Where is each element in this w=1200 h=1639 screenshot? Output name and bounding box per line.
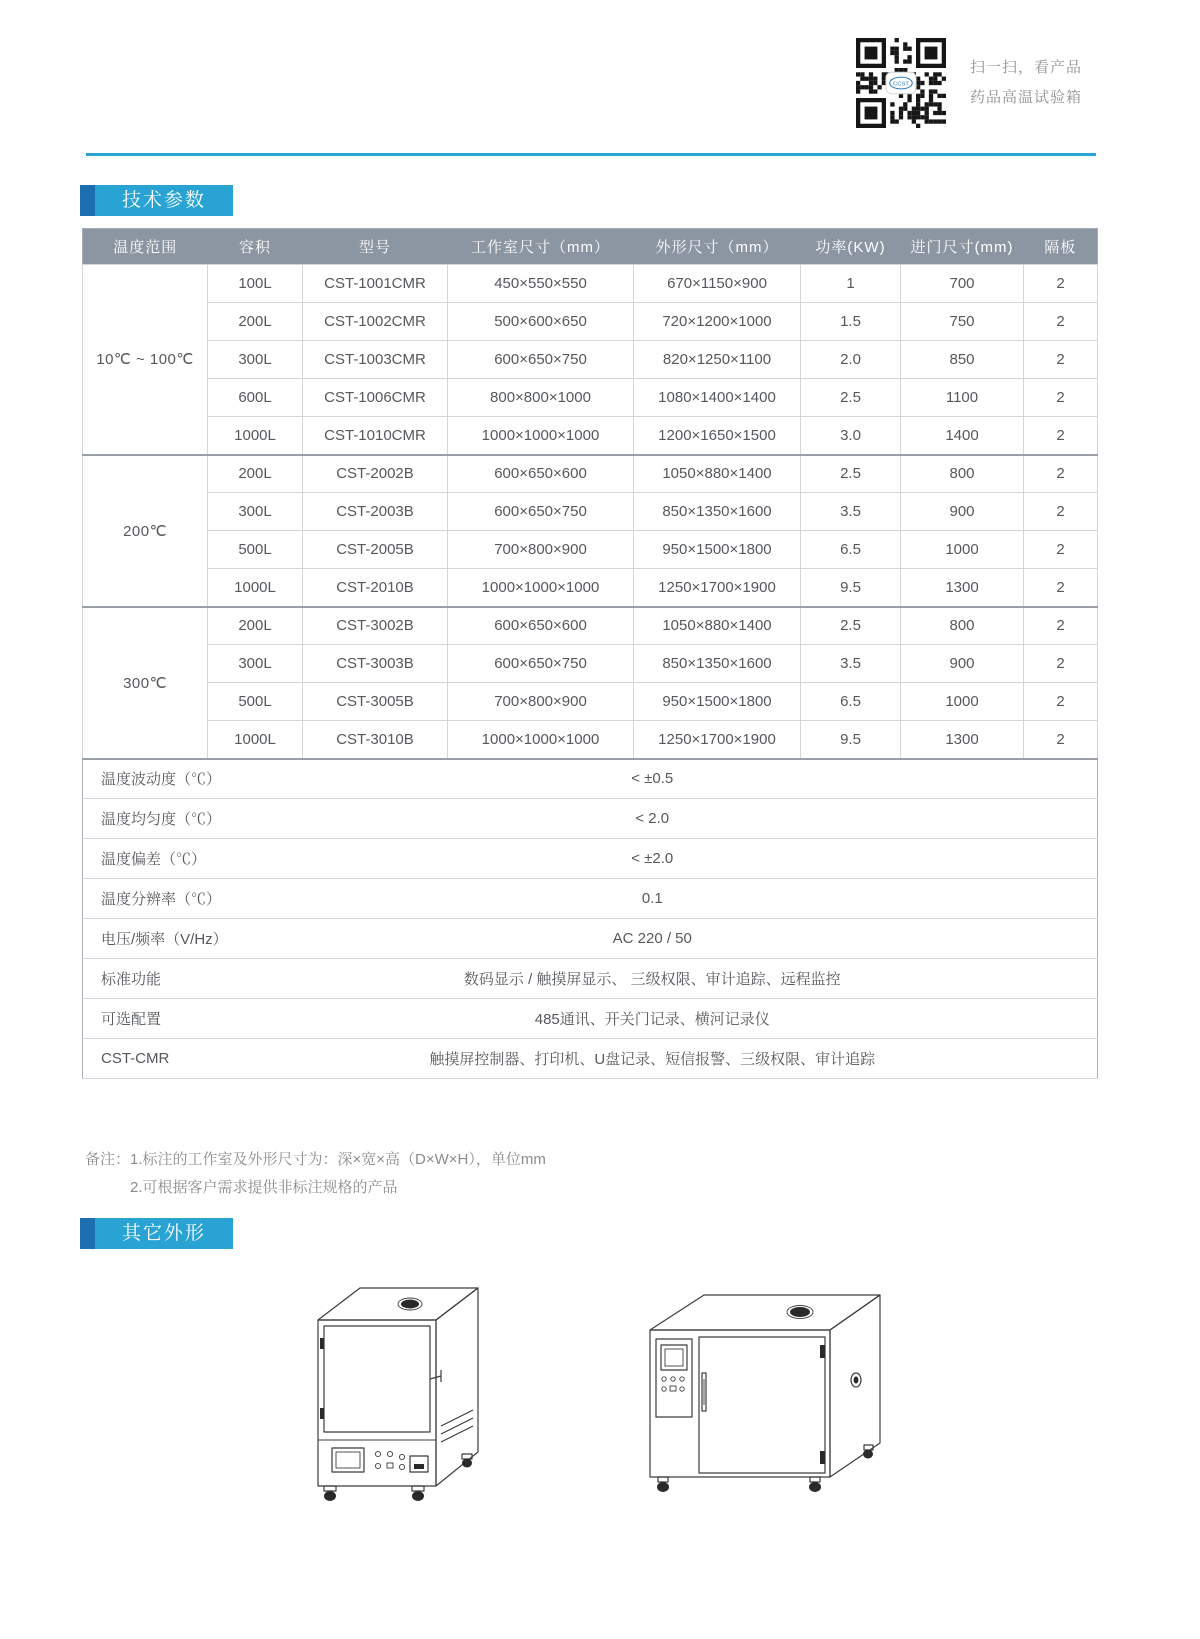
value-cell: 500×600×650 <box>448 303 634 341</box>
spec-row <box>83 839 1098 879</box>
qr-caption-line1: 扫一扫，看产品 <box>970 59 1083 76</box>
note-line: 1.标注的工作室及外形尺寸为：深×宽×高（D×W×H），单位mm <box>130 1151 546 1168</box>
value-cell: CST-3005B <box>303 683 448 721</box>
value-cell: 1000 <box>901 683 1024 721</box>
temp-range-cell: 10℃ ~ 100℃ <box>83 265 208 455</box>
value-cell: 2 <box>1024 417 1098 455</box>
qr-caption-line2: 药品高温试验箱 <box>970 89 1083 106</box>
section-header-accent-block <box>80 185 95 216</box>
spec-row <box>83 759 1098 799</box>
value-cell: 1250×1700×1900 <box>634 721 801 759</box>
value-cell: 1050×880×1400 <box>634 455 801 493</box>
svg-text:CCST: CCST <box>893 81 909 88</box>
value-cell: 1000×1000×1000 <box>448 569 634 607</box>
value-cell: 800×800×1000 <box>448 379 634 417</box>
notes-prefix: 备注： <box>85 1151 131 1168</box>
value-cell: 950×1500×1800 <box>634 683 801 721</box>
value-cell: 2.5 <box>801 379 901 417</box>
value-cell: 1000×1000×1000 <box>448 417 634 455</box>
value-cell: 2 <box>1024 303 1098 341</box>
value-cell: 750 <box>901 303 1024 341</box>
value-cell: 2 <box>1024 455 1098 493</box>
value-cell: 450×550×550 <box>448 265 634 303</box>
column-header: 功率(KW) <box>801 229 901 265</box>
specs-table <box>82 228 1098 1079</box>
spec-value-cell: < ±2.0 <box>208 839 1098 879</box>
model-row <box>83 303 1098 341</box>
value-cell: 1250×1700×1900 <box>634 569 801 607</box>
model-row <box>83 265 1098 303</box>
value-cell: 500L <box>208 531 303 569</box>
spec-row <box>83 919 1098 959</box>
column-header: 温度范围 <box>83 229 208 265</box>
qr-code <box>856 38 946 128</box>
value-cell: CST-1002CMR <box>303 303 448 341</box>
value-cell: 2 <box>1024 645 1098 683</box>
value-cell: CST-1010CMR <box>303 417 448 455</box>
column-header: 工作室尺寸（mm） <box>448 229 634 265</box>
value-cell: 2 <box>1024 607 1098 645</box>
spec-label-cell: CST-CMR <box>83 1039 208 1079</box>
vertical-chamber-drawing <box>308 1258 486 1502</box>
note-line: 2.可根据客户需求提供非标注规格的产品 <box>130 1179 398 1196</box>
value-cell: 300L <box>208 341 303 379</box>
spec-row <box>83 999 1098 1039</box>
value-cell: 1300 <box>901 721 1024 759</box>
value-cell: 900 <box>901 493 1024 531</box>
value-cell: 670×1150×900 <box>634 265 801 303</box>
value-cell: 300L <box>208 645 303 683</box>
spec-value-cell: AC 220 / 50 <box>208 919 1098 959</box>
value-cell: 800 <box>901 607 1024 645</box>
value-cell: CST-3002B <box>303 607 448 645</box>
temp-range-cell: 300℃ <box>83 607 208 759</box>
value-cell: 9.5 <box>801 569 901 607</box>
value-cell: 900 <box>901 645 1024 683</box>
value-cell: 1.5 <box>801 303 901 341</box>
section-title: 技术参数 <box>95 185 233 216</box>
value-cell: 200L <box>208 303 303 341</box>
value-cell: 1000L <box>208 721 303 759</box>
value-cell: 1050×880×1400 <box>634 607 801 645</box>
specs-table-wrap <box>82 228 1098 1079</box>
value-cell: CST-2005B <box>303 531 448 569</box>
value-cell: 1000L <box>208 569 303 607</box>
spec-label-cell: 温度均匀度（℃） <box>83 799 208 839</box>
model-row <box>83 531 1098 569</box>
spec-row <box>83 959 1098 999</box>
column-header: 进门尺寸(mm) <box>901 229 1024 265</box>
spec-row <box>83 1039 1098 1079</box>
spec-value-cell: 数码显示 / 触摸屏显示、 三级权限、审计追踪、远程监控 <box>208 959 1098 999</box>
value-cell: 100L <box>208 265 303 303</box>
section-header-specs <box>80 185 233 216</box>
notes-block <box>85 1146 546 1202</box>
value-cell: 2 <box>1024 379 1098 417</box>
value-cell: 3.0 <box>801 417 901 455</box>
spec-label-cell: 温度波动度（℃） <box>83 759 208 799</box>
value-cell: 200L <box>208 607 303 645</box>
value-cell: 700×800×900 <box>448 683 634 721</box>
value-cell: CST-3010B <box>303 721 448 759</box>
value-cell: 2 <box>1024 531 1098 569</box>
model-row <box>83 645 1098 683</box>
value-cell: 1000 <box>901 531 1024 569</box>
value-cell: 1080×1400×1400 <box>634 379 801 417</box>
spec-row <box>83 799 1098 839</box>
value-cell: 2.5 <box>801 455 901 493</box>
value-cell: 600×650×750 <box>448 645 634 683</box>
value-cell: 2 <box>1024 493 1098 531</box>
temp-range-cell: 200℃ <box>83 455 208 607</box>
model-row <box>83 569 1098 607</box>
value-cell: 700 <box>901 265 1024 303</box>
qr-captions <box>970 53 1082 113</box>
value-cell: 600×650×750 <box>448 341 634 379</box>
value-cell: 1100 <box>901 379 1024 417</box>
value-cell: 1000×1000×1000 <box>448 721 634 759</box>
value-cell: 1400 <box>901 417 1024 455</box>
value-cell: 850 <box>901 341 1024 379</box>
value-cell: 3.5 <box>801 645 901 683</box>
model-row <box>83 607 1098 645</box>
value-cell: 950×1500×1800 <box>634 531 801 569</box>
column-header: 隔板 <box>1024 229 1098 265</box>
spec-value-cell: < ±0.5 <box>208 759 1098 799</box>
value-cell: 720×1200×1000 <box>634 303 801 341</box>
section-title: 其它外形 <box>95 1218 233 1249</box>
value-cell: 500L <box>208 683 303 721</box>
model-row <box>83 379 1098 417</box>
value-cell: 300L <box>208 493 303 531</box>
value-cell: CST-1003CMR <box>303 341 448 379</box>
value-cell: 2.0 <box>801 341 901 379</box>
value-cell: 9.5 <box>801 721 901 759</box>
spec-label-cell: 温度偏差（℃） <box>83 839 208 879</box>
value-cell: 2 <box>1024 683 1098 721</box>
value-cell: 2 <box>1024 265 1098 303</box>
spec-value-cell: < 2.0 <box>208 799 1098 839</box>
value-cell: 2.5 <box>801 607 901 645</box>
benchtop-chamber-drawing <box>642 1255 887 1499</box>
spec-value-cell: 触摸屏控制器、打印机、U盘记录、短信报警、三级权限、审计追踪 <box>208 1039 1098 1079</box>
value-cell: 1000L <box>208 417 303 455</box>
value-cell: 850×1350×1600 <box>634 645 801 683</box>
value-cell: 600×650×600 <box>448 455 634 493</box>
top-divider-rule <box>86 153 1096 156</box>
spec-value-cell: 485通讯、开关门记录、横河记录仪 <box>208 999 1098 1039</box>
value-cell: 1 <box>801 265 901 303</box>
value-cell: CST-2003B <box>303 493 448 531</box>
column-header: 型号 <box>303 229 448 265</box>
value-cell: CST-1006CMR <box>303 379 448 417</box>
value-cell: 2 <box>1024 341 1098 379</box>
value-cell: 600×650×750 <box>448 493 634 531</box>
spec-row <box>83 879 1098 919</box>
spec-value-cell: 0.1 <box>208 879 1098 919</box>
value-cell: 600×650×600 <box>448 607 634 645</box>
value-cell: CST-2010B <box>303 569 448 607</box>
model-row <box>83 493 1098 531</box>
spec-label-cell: 电压/频率（V/Hz） <box>83 919 208 959</box>
column-header: 容积 <box>208 229 303 265</box>
value-cell: 6.5 <box>801 683 901 721</box>
value-cell: CST-1001CMR <box>303 265 448 303</box>
value-cell: 2 <box>1024 721 1098 759</box>
value-cell: CST-3003B <box>303 645 448 683</box>
value-cell: 700×800×900 <box>448 531 634 569</box>
spec-label-cell: 可选配置 <box>83 999 208 1039</box>
value-cell: 200L <box>208 455 303 493</box>
value-cell: 820×1250×1100 <box>634 341 801 379</box>
value-cell: 800 <box>901 455 1024 493</box>
section-header-accent-block <box>80 1218 95 1249</box>
value-cell: 1300 <box>901 569 1024 607</box>
section-header-other-shapes <box>80 1218 233 1249</box>
value-cell: 6.5 <box>801 531 901 569</box>
value-cell: 600L <box>208 379 303 417</box>
qr-panel <box>856 38 1082 128</box>
value-cell: 3.5 <box>801 493 901 531</box>
table-header-row <box>83 229 1098 265</box>
spec-label-cell: 温度分辨率（℃） <box>83 879 208 919</box>
value-cell: 850×1350×1600 <box>634 493 801 531</box>
value-cell: CST-2002B <box>303 455 448 493</box>
model-row <box>83 721 1098 759</box>
model-row <box>83 683 1098 721</box>
value-cell: 1200×1650×1500 <box>634 417 801 455</box>
model-row <box>83 455 1098 493</box>
column-header: 外形尺寸（mm） <box>634 229 801 265</box>
spec-label-cell: 标准功能 <box>83 959 208 999</box>
model-row <box>83 341 1098 379</box>
value-cell: 2 <box>1024 569 1098 607</box>
model-row <box>83 417 1098 455</box>
